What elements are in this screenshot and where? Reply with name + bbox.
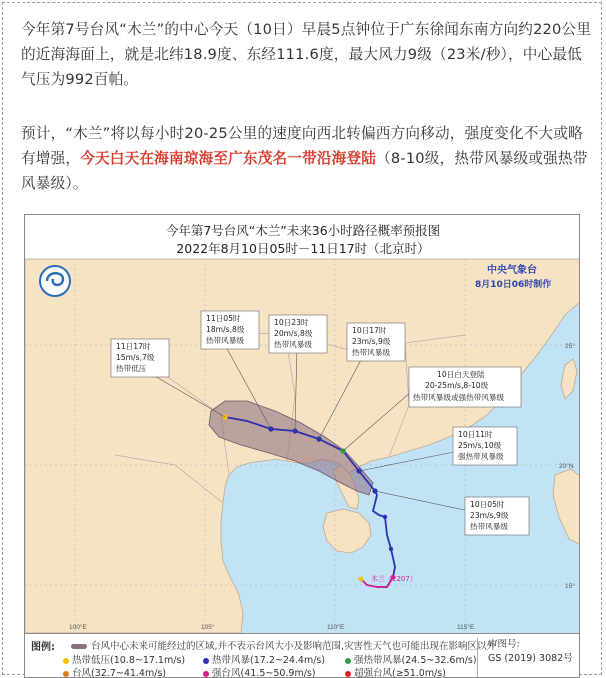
callout-grade: 热带风暴级 [352,348,390,357]
callout-grade: 热带风暴级 [470,522,508,531]
storm-name-label: 木兰（2207） [371,575,417,583]
callout-grade: 热带风暴级 [206,336,244,345]
dot-icon [203,671,209,677]
cone-swatch-icon [71,644,87,649]
map-legend [25,633,580,678]
paragraph-current-position: 今年第7号台风“木兰”的中心今天（10日）早晨5点钟位于广东徐闻东南方向约220公里的近海海面上，就是北纬18.9度、东经111.6度，最大风力9级（23米/秒），中心最低气压为992百帕。 [21,21,592,88]
dot-icon [203,658,209,664]
callout-grade: 热带低压 [116,364,147,373]
callout-time: 10日23时 [274,318,309,327]
approval-number: GS (2019) 3082号 [488,653,573,664]
callout-grade: 热带风暴级或强热带风暴级 [413,393,505,402]
forecast-text: 预计，“木兰”将以每小时20-25公里的速度向西北转偏西方向移动，强度变化不大或略有增强， [21,125,583,167]
callout-wind: 23m/s,9级 [470,511,509,520]
callout-time: 11日17时 [116,342,151,351]
lat-label: 20°N [559,463,574,470]
lon-label: 110°E [327,624,345,631]
callout-wind: 15m/s,7级 [116,353,155,362]
legend-cone-text: 台风中心未来可能经过的区域,并不表示台风大小及影响范围,灾害性天气也可能出现在影响区以外 [91,641,497,652]
agency-name: 中央气象台 [487,265,537,276]
lat-label: 25° [565,343,575,350]
map-title: 今年第7号台风“木兰”未来36小时路径概率预报图 [165,223,441,238]
legend-label: 台风(32.7~41.4m/s) [72,668,167,678]
callout-time: 10日白天登陆 [437,370,485,379]
legend-item [345,665,446,678]
callout-wind: 20-25m/s,8-10级 [425,381,489,390]
lon-label: 115°E [457,624,475,631]
legend-label: 超强台风(≥51.0m/s) [354,668,446,678]
dot-icon [345,671,351,677]
track-point-genesis [359,577,364,582]
typhoon-forecast-map [24,214,580,678]
callout-time: 10日05时 [470,500,505,509]
track-point [383,515,387,519]
lon-label: 100°E [69,624,87,631]
callout-wind: 23m/s,9级 [352,337,391,346]
legend-item [203,665,316,678]
forecast-intensity: （8-10级，热带风暴级或强热带风暴级）。 [21,150,588,192]
callout-wind: 25m/s,10级 [458,441,502,450]
callout-time: 10日17时 [352,326,387,335]
agency-logo-icon [40,266,70,296]
callout-time: 11日05时 [206,314,241,323]
paragraph-forecast [21,121,593,196]
lat-label: 15° [565,583,575,590]
legend-label: 强热带风暴(24.5~32.6m/s) [354,655,477,666]
legend-item [203,652,325,666]
legend-cone-item [71,638,496,652]
dot-icon [345,658,351,664]
landfall-highlight: 今天白天在海南琼海至广东茂名一带沿海登陆 [80,150,377,167]
legend-item [63,665,166,678]
legend-item [345,652,477,666]
legend-label: 热带低压(10.8~17.1m/s) [72,655,186,666]
legend-label: 热带风暴(17.2~24.4m/s) [212,655,326,666]
track-point [389,547,393,551]
map-subtitle: 2022年8月10日05时－11日17时（北京时） [176,241,430,256]
legend-title: 图例: [31,642,55,653]
lon-label: 105° [201,624,215,631]
dot-icon [63,671,69,677]
issue-time: 8月10日06时制作 [475,280,552,290]
callout-wind: 20m/s,8级 [274,329,313,338]
legend-label: 强台风(41.5~50.9m/s) [212,668,316,678]
approval-label: 审图号: [488,639,520,650]
callout-grade: 强热带风暴级 [458,452,504,461]
callout-time: 10日11时 [458,430,493,439]
dot-icon [63,658,69,664]
map-approval [477,638,580,678]
map-canvas [25,215,580,633]
callout-wind: 18m/s,8级 [206,325,245,334]
legend-item [63,652,185,666]
callout-grade: 热带风暴级 [274,340,312,349]
